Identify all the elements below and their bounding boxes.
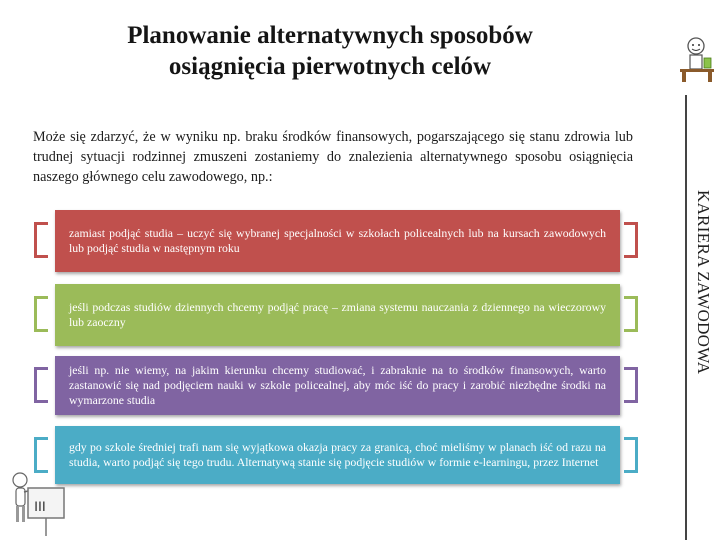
bracket-left-2	[34, 296, 48, 332]
bracket-right-2	[624, 296, 638, 332]
bracket-right-3	[624, 367, 638, 403]
bracket-left-1	[34, 222, 48, 258]
list-item-text: zamiast podjąć studia – uczyć się wybranej specjalności w szkołach policealnych lub na kursach zawodowych lub podjąć studia w następnym roku	[69, 226, 606, 255]
list-item	[55, 426, 620, 484]
bracket-left-3	[34, 367, 48, 403]
list-item	[55, 210, 620, 272]
slide-title	[40, 20, 620, 82]
list-item	[55, 356, 620, 415]
bracket-left-4	[34, 437, 48, 473]
title-line-1: Planowanie alternatywnych sposobów	[127, 22, 533, 49]
section-number: III	[34, 498, 46, 514]
list-item-text: jeśli np. nie wiemy, na jakim kierunku chcemy studiować, i zabraknie na to środków finansowych, warto zastanowić się nad podjęciem nauki w szkole policealnej, aby móc iść do pracy i zarobić niezbędne środki na wymarzone studia	[69, 363, 606, 407]
sidebar-label: KARIERA ZAWODOWA	[694, 190, 713, 375]
person-at-desk-icon	[676, 36, 716, 84]
bracket-right-4	[624, 437, 638, 473]
title-line-2: osiągnięcia pierwotnych celów	[168, 53, 492, 80]
sidebar-divider	[685, 95, 687, 540]
list-item-text: gdy po szkole średniej trafi nam się wyjątkowa okazja pracy za granicą, choć mieliśmy w planach iść od razu na studia, warto podjąć się tego trudu. Alternatywą stanie się podjęcie studiów w formie e-learningu, przez Internet	[69, 440, 606, 469]
bracket-right-1	[624, 222, 638, 258]
intro-paragraph: Może się zdarzyć, że w wyniku np. braku środków finansowych, pogarszającego się stanu zdrowia lub trudnej sytuacji rodzinnej zmuszeni zostaniemy do znalezienia alternatywnego sposobu osiągnięcia naszego głównego celu zawodowego, np.:	[33, 129, 633, 185]
list-item	[55, 284, 620, 346]
list-item-text: jeśli podczas studiów dziennych chcemy podjąć pracę – zmiana systemu nauczania z dziennego na wieczorowy lub zaoczny	[69, 300, 606, 329]
